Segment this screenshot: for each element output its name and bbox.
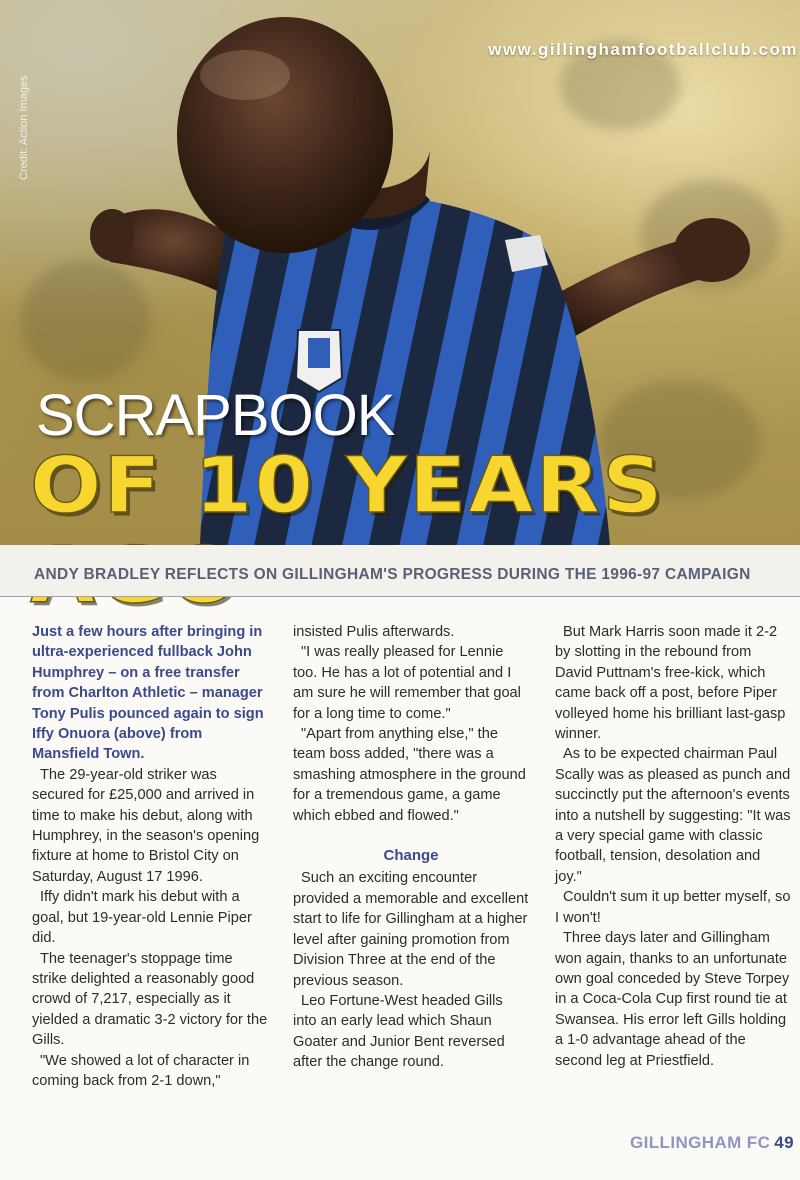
- left-fist: [90, 209, 134, 261]
- paragraph: Leo Fortune-West headed Gills into an early lead which Shaun Goater and Junior Bent reversed after the change round.: [293, 992, 505, 1071]
- standfirst-bar: [0, 545, 800, 597]
- headline-scrapbook: SCRAPBOOK: [36, 383, 395, 448]
- photo-credit: Credit: Action Images: [18, 75, 30, 180]
- paragraph: As to be expected chairman Paul Scally was as pleased as punch and succinctly put the afternoon's events into a nutshell by suggesting: "It was a very special game with classic football, tension, desolation and joy.": [555, 746, 791, 885]
- article-column-2: [293, 622, 529, 1073]
- head-highlight: [200, 50, 290, 100]
- paragraph: "I was really pleased for Lennie too. He has a lot of potential and I am sure he will remember that goal for a long time to come.": [293, 644, 521, 722]
- paragraph: The teenager's stoppage time strike delighted a reasonably good crowd of 7,217, especially as it yielded a dramatic 3-2 victory for the Gills.: [32, 950, 268, 1049]
- subhead-change: Change: [383, 847, 439, 865]
- publication-name: GILLINGHAM FC: [630, 1133, 771, 1152]
- paragraph: Iffy didn't mark his debut with a goal, but 19-year-old Lennie Piper did.: [32, 889, 252, 947]
- standfirst-text: ANDY BRADLEY REFLECTS ON GILLINGHAM'S PROGRESS DURING THE 1996-97 CAMPAIGN: [34, 566, 751, 583]
- paragraph: insisted Pulis afterwards.: [293, 624, 455, 640]
- head: [177, 17, 393, 253]
- website-url[interactable]: www.gillinghamfootballclub.com: [488, 40, 798, 59]
- badge-inner: [308, 338, 330, 368]
- article-column-1: [32, 622, 268, 1091]
- paragraph: "We showed a lot of character in coming back from 2-1 down,": [32, 1052, 250, 1089]
- article-lead: Just a few hours after bringing in ultra-experienced fullback John Humphrey – on a free transfer from Charlton Athletic – manager Tony Pulis pounced again to sign Iffy Onuora (above) from Mansfield Town.: [32, 624, 264, 763]
- page-number: 49: [774, 1133, 794, 1152]
- hero-photo: [0, 0, 800, 545]
- paragraph: Three days later and Gillingham won again, thanks to an unfortunate own goal conceded by Steve Torpey in a Coca-Cola Cup first round tie at Swansea. His error left Gills holding a 1-0 advantage ahead of the second leg at Priestfield.: [555, 930, 790, 1069]
- right-fist: [674, 218, 750, 282]
- article-column-3: [555, 622, 791, 1071]
- headline-years-ago: OF 10 YEARS: [30, 440, 665, 531]
- paragraph: Couldn't sum it up better myself, so I won't!: [555, 889, 791, 926]
- paragraph: But Mark Harris soon made it 2-2 by slotting in the rebound from David Puttnam's free-kick, which came back off a post, before Piper volleyed home his brilliant last-gasp winner.: [555, 624, 786, 743]
- paragraph: "Apart from anything else," the team boss added, "there was a smashing atmosphere in the ground for a tremendous game, a game which ebbed and flowed.": [293, 726, 526, 824]
- paragraph: Such an exciting encounter provided a memorable and excellent start to life for Gillingham at a higher level after gaining promotion from Division Three at the end of the previous season.: [293, 870, 529, 989]
- paragraph: The 29-year-old striker was secured for £25,000 and arrived in time to make his debut, along with Humphrey, in the season's opening fixture at home to Bristol City on Saturday, August 17 1996.: [32, 766, 260, 885]
- page-footer: [630, 1133, 794, 1153]
